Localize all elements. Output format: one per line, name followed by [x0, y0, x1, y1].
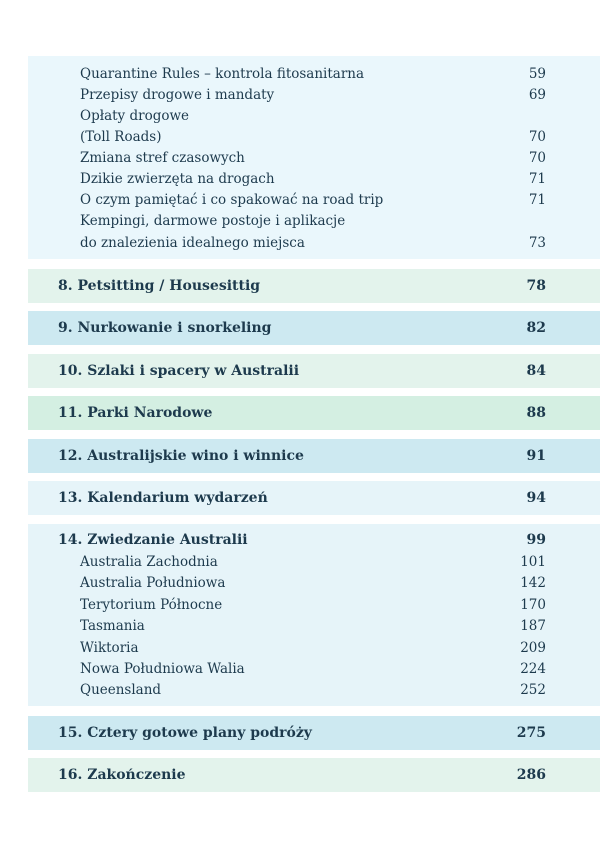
chapter-title: 10. Szlaki i spacery w Australii: [58, 363, 300, 379]
toc-item-page: 101: [520, 554, 546, 570]
toc-chapter-10[interactable]: [28, 354, 600, 388]
toc-item-page: 170: [520, 597, 546, 613]
chapter-title: 15. Cztery gotowe plany podróży: [58, 725, 312, 741]
toc-item-title: O czym pamiętać i co spakować na road trip: [80, 192, 384, 208]
toc-item-title: Dzikie zwierzęta na drogach: [80, 171, 275, 187]
chapter-page: 78: [526, 278, 546, 294]
toc-item-page: 209: [520, 640, 546, 656]
toc-item-page: 252: [520, 682, 546, 698]
toc-chapter-11[interactable]: [28, 396, 600, 430]
chapter-page: 91: [526, 448, 546, 464]
chapter-page: 275: [516, 725, 546, 741]
toc-item-page: 71: [528, 171, 546, 187]
toc-chapter-8[interactable]: [28, 269, 600, 303]
toc-item-title: Przepisy drogowe i mandaty: [80, 87, 275, 103]
toc-item-title: Australia Zachodnia: [80, 554, 218, 570]
toc-item-page: 59: [528, 66, 546, 82]
toc-chapter-13[interactable]: [28, 481, 600, 515]
chapter-title: 12. Australijskie wino i winnice: [58, 448, 304, 464]
chapter-title: 8. Petsitting / Housesittig: [58, 278, 261, 294]
toc-item-title: Zmiana stref czasowych: [80, 150, 245, 166]
chapter-title: 9. Nurkowanie i snorkeling: [58, 320, 272, 336]
chapter-page: 84: [526, 363, 546, 379]
toc-item-title: Nowa Południowa Walia: [80, 661, 245, 677]
toc-item-page: 70: [528, 150, 546, 166]
toc-item-title: (Toll Roads): [80, 129, 162, 145]
toc-item-page: 71: [528, 192, 546, 208]
chapter-page: 82: [526, 320, 546, 336]
toc-item-title: Queensland: [80, 682, 162, 698]
chapter-page: 99: [526, 532, 546, 548]
toc-item-title: Wiktoria: [80, 640, 139, 656]
toc-chapter-16[interactable]: [28, 758, 600, 792]
toc-chapter-14: [28, 524, 600, 706]
chapter-page: 94: [526, 490, 546, 506]
toc-item-page: 224: [520, 661, 546, 677]
chapter-page: 286: [516, 767, 546, 783]
toc-section-continued: [28, 56, 600, 259]
toc-item-title: Tasmania: [80, 618, 145, 634]
toc-item-title: Australia Południowa: [80, 575, 226, 591]
toc-chapter-12[interactable]: [28, 439, 600, 473]
toc-item-title: do znalezienia idealnego miejsca: [80, 235, 305, 251]
chapter-title: 13. Kalendarium wydarzeń: [58, 490, 268, 506]
toc-item-title: Opłaty drogowe: [80, 108, 190, 124]
toc-item-page: 187: [520, 618, 546, 634]
toc-item-page: 70: [528, 129, 546, 145]
toc-chapter-9[interactable]: [28, 311, 600, 345]
toc-item-title: Kempingi, darmowe postoje i aplikacje: [80, 213, 346, 229]
chapter-title: 16. Zakończenie: [58, 767, 186, 783]
toc-item-page: 69: [528, 87, 546, 103]
toc-item-page: 142: [520, 575, 546, 591]
chapter-title: 14. Zwiedzanie Australii: [58, 532, 248, 548]
chapter-page: 88: [526, 405, 546, 421]
toc-item-title: Quarantine Rules – kontrola fitosanitarna: [80, 66, 365, 82]
chapter-title: 11. Parki Narodowe: [58, 405, 213, 421]
toc-item-title: Terytorium Północne: [80, 597, 223, 613]
toc-item-page: 73: [528, 235, 546, 251]
toc-chapter-15[interactable]: [28, 716, 600, 750]
